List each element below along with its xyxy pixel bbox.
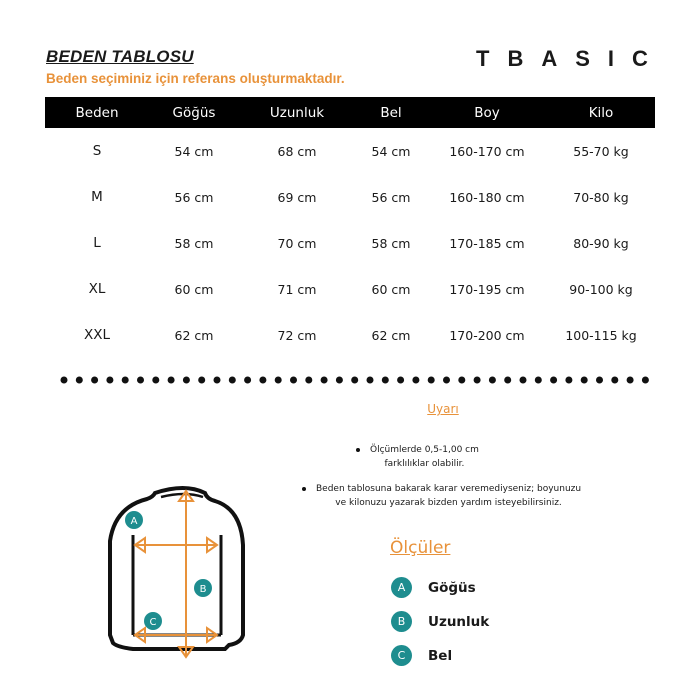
sweater-diagram: [105, 485, 255, 665]
table-cell: 160-180 cm: [449, 189, 525, 205]
warning-note: [356, 443, 479, 471]
column-header-size: Beden: [45, 97, 149, 128]
legend-item-waist: [391, 645, 452, 666]
warning-note-line: farklılıklar olabilir.: [384, 459, 465, 469]
table-header-row: [45, 97, 655, 128]
column-header-weight: Kilo: [547, 97, 655, 128]
table-cell: 71 cm: [277, 281, 317, 297]
table-cell: 60 cm: [371, 281, 411, 297]
bullet-icon: [302, 487, 306, 491]
table-cell: 56 cm: [371, 189, 411, 205]
column-header-height: Boy: [427, 97, 547, 128]
table-cell: 62 cm: [174, 327, 214, 343]
table-cell: 69 cm: [277, 189, 317, 205]
table-cell: 60 cm: [174, 281, 214, 297]
table-cell: S: [92, 143, 102, 159]
table-cell: 62 cm: [371, 327, 411, 343]
badge-c-label: C: [149, 617, 157, 628]
table-row: [45, 220, 655, 266]
table-cell: 70-80 kg: [573, 189, 629, 205]
table-row: [45, 312, 655, 358]
table-cell: 68 cm: [277, 143, 317, 159]
table-cell: 170-185 cm: [449, 235, 525, 251]
warning-title: Uyarı: [427, 402, 459, 416]
table-cell: 90-100 kg: [569, 281, 633, 297]
table-cell: 58 cm: [174, 235, 214, 251]
warning-note-line: Beden tablosuna bakarak karar veremediyseniz; boyunuzu: [316, 484, 582, 494]
warning-note-line: ve kilonuzu yazarak bizden yardım isteyebilirsiniz.: [335, 498, 562, 508]
legend-label: Göğüs: [428, 579, 476, 596]
page-title: BEDEN TABLOSU: [46, 47, 194, 66]
table-cell: 72 cm: [277, 327, 317, 343]
column-header-waist: Bel: [355, 97, 427, 128]
page-subtitle: Beden seçiminiz için referans oluşturmaktadır.: [46, 71, 345, 86]
table-cell: 170-195 cm: [449, 281, 525, 297]
column-header-length: Uzunluk: [239, 97, 355, 128]
table-row: [45, 128, 655, 174]
badge-b-icon: B: [391, 611, 412, 632]
table-cell: 58 cm: [371, 235, 411, 251]
measurements-title: Ölçüler: [390, 538, 451, 558]
legend-label: Uzunluk: [428, 613, 490, 630]
table-row: [45, 266, 655, 312]
legend-item-chest: [391, 577, 476, 598]
table-cell: L: [93, 235, 101, 251]
dotted-divider: [60, 375, 650, 385]
table-cell: 160-170 cm: [449, 143, 525, 159]
table-cell: XXL: [83, 327, 111, 343]
table-cell: 54 cm: [174, 143, 214, 159]
table-cell: 56 cm: [174, 189, 214, 205]
table-cell: 55-70 kg: [573, 143, 629, 159]
badge-b-label: B: [199, 584, 207, 595]
legend-item-length: [391, 611, 489, 632]
column-header-chest: Göğüs: [149, 97, 239, 128]
brand-logo: TBASIC: [476, 46, 666, 71]
table-cell: XL: [88, 281, 106, 297]
table-cell: 54 cm: [371, 143, 411, 159]
badge-a-icon: A: [391, 577, 412, 598]
legend-label: Bel: [428, 647, 453, 664]
table-cell: M: [91, 189, 103, 205]
table-cell: 170-200 cm: [449, 327, 525, 343]
badge-a-label: A: [130, 516, 138, 527]
size-table: [45, 97, 655, 358]
table-cell: 80-90 kg: [573, 235, 629, 251]
table-cell: 70 cm: [277, 235, 317, 251]
table-cell: 100-115 kg: [565, 327, 637, 343]
table-row: [45, 174, 655, 220]
warning-note: [302, 482, 581, 510]
badge-c-icon: C: [391, 645, 412, 666]
bullet-icon: [356, 448, 360, 452]
warning-note-line: Ölçümlerde 0,5-1,00 cm: [370, 445, 479, 455]
